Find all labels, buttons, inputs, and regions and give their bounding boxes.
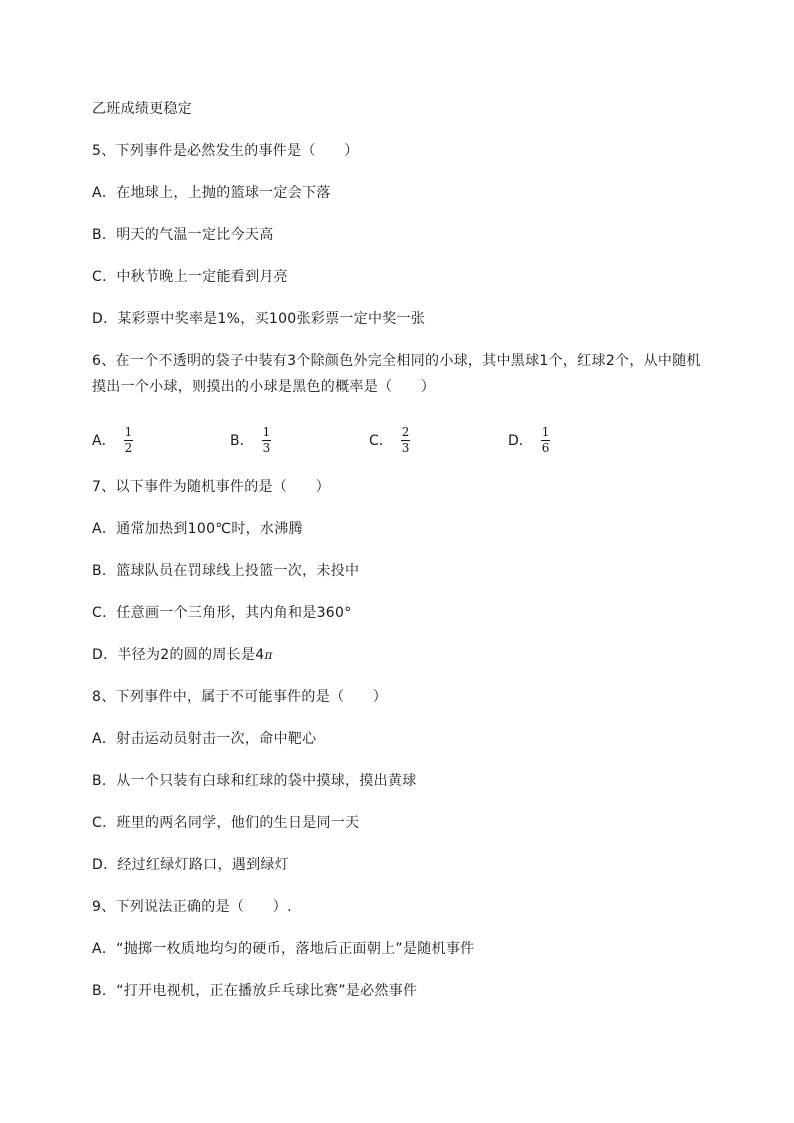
option-d: D．某彩票中奖率是1%，买100张彩票一定中奖一张 (92, 311, 426, 327)
fraction-options (92, 423, 742, 457)
denominator: 3 (401, 440, 410, 455)
pi-symbol: π (264, 648, 273, 662)
option-label: B． (230, 433, 254, 449)
option-a (92, 423, 133, 457)
text-line: 乙班成绩更稳定 (92, 101, 193, 117)
option-b: B．篮球队员在罚球线上投篮一次，未投中 (92, 563, 360, 579)
option-label: C． (369, 433, 393, 449)
option-d (92, 646, 273, 664)
option-c (369, 423, 410, 457)
option-a: A．射击运动员射击一次，命中靶心 (92, 731, 317, 747)
question-7: 7、以下事件为随机事件的是（ ） (92, 479, 331, 495)
numerator: 1 (541, 424, 550, 439)
option-text: D．半径为2的圆的周长是4 (92, 647, 265, 663)
question-5: 5、下列事件是必然发生的事件是（ ） (92, 143, 359, 159)
denominator: 3 (262, 440, 271, 455)
option-a: A．在地球上，上抛的篮球一定会下落 (92, 185, 331, 201)
option-b: B．“打开电视机，正在播放乒乓球比赛”是必然事件 (92, 983, 418, 999)
denominator: 2 (124, 440, 133, 455)
option-c: C．班里的两名同学，他们的生日是同一天 (92, 815, 360, 831)
numerator: 1 (124, 424, 133, 439)
option-c: C．中秋节晚上一定能看到月亮 (92, 269, 288, 285)
option-label: D． (508, 433, 533, 449)
fraction (262, 426, 272, 455)
question-6-cont: 摸出一个小球，则摸出的小球是黑色的概率是（ ） (92, 379, 436, 395)
option-b: B．明天的气温一定比今天高 (92, 227, 274, 243)
denominator: 6 (541, 440, 550, 455)
option-label: A． (92, 433, 116, 449)
option-a: A．通常加热到100℃时，水沸腾 (92, 521, 303, 537)
question-6: 6、在一个不透明的袋子中装有3个除颜色外完全相同的小球，其中黑球1个，红球2个，从中随机 (92, 353, 701, 369)
fraction (541, 426, 551, 455)
fraction (401, 426, 411, 455)
option-d (508, 423, 550, 457)
fraction (124, 426, 134, 455)
question-8: 8、下列事件中，属于不可能事件的是（ ） (92, 689, 388, 705)
option-b: B．从一个只装有白球和红球的袋中摸球，摸出黄球 (92, 773, 417, 789)
option-b (230, 423, 271, 457)
numerator: 2 (401, 424, 410, 439)
option-a: A．“抛掷一枚质地均匀的硬币，落地后正面朝上”是随机事件 (92, 941, 475, 957)
option-c: C．任意画一个三角形，其内角和是360° (92, 605, 352, 621)
question-9: 9、下列说法正确的是（ ）. (92, 899, 292, 915)
option-d: D．经过红绿灯路口，遇到绿灯 (92, 857, 289, 873)
numerator: 1 (262, 424, 271, 439)
